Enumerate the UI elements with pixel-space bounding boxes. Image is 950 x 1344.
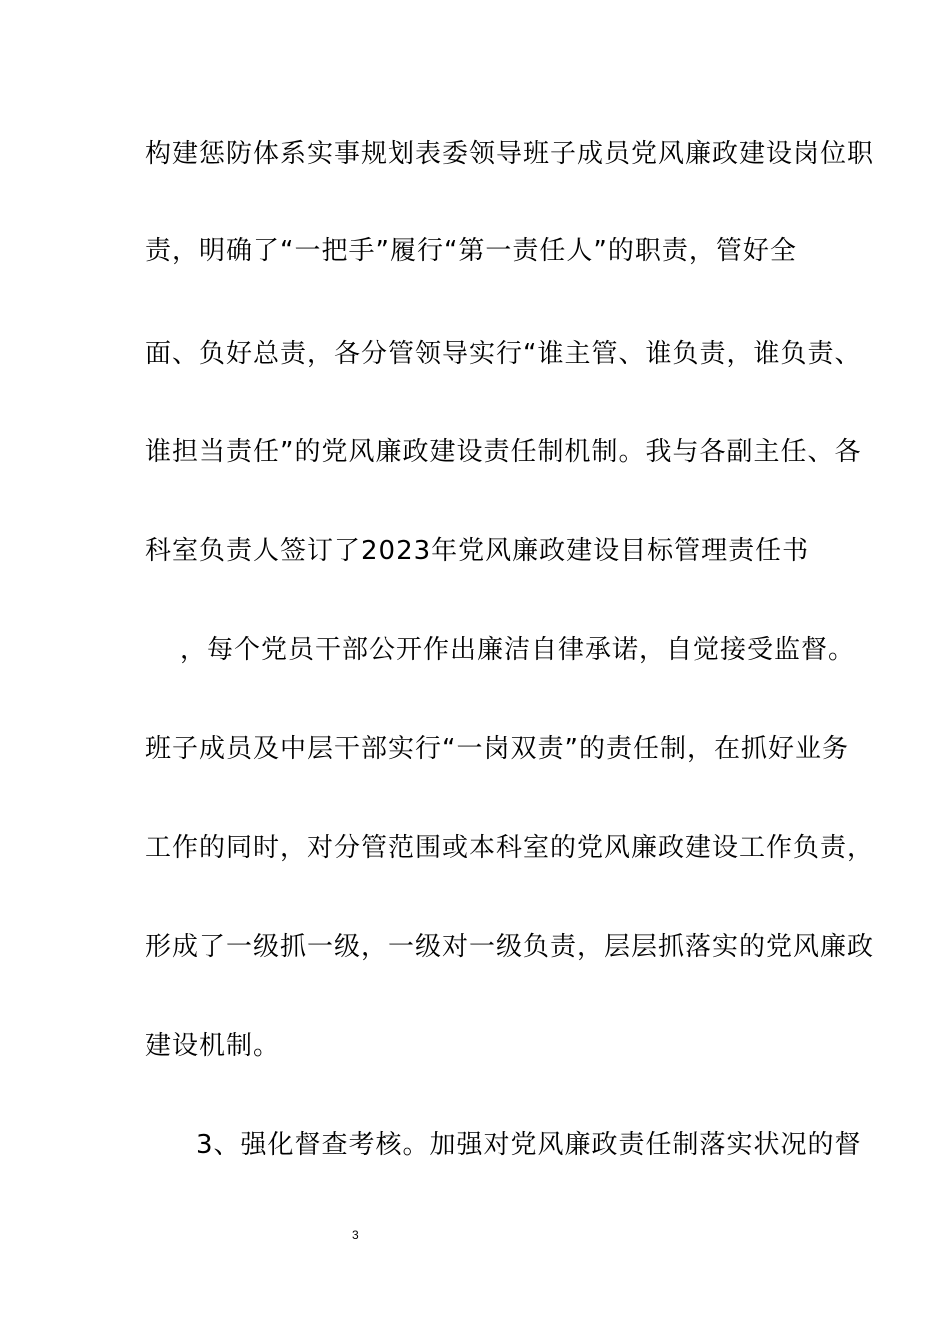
- text-line: 3、强化督查考核。加强对党风廉政责任制落实状况的督: [196, 1130, 862, 1160]
- text-line: 科室负责人签订了2023年党风廉政建设目标管理责任书: [145, 536, 810, 566]
- text-line: 责，明确了“一把手”履行“第一责任人”的职责，管好全: [145, 236, 797, 266]
- text-line: ，每个党员干部公开作出廉洁自律承诺，自觉接受监督。: [180, 635, 856, 665]
- text-line: 构建惩防体系实事规划表委领导班子成员党风廉政建设岗位职: [145, 139, 875, 169]
- text-line: 建设机制。: [145, 1031, 281, 1061]
- text-line: 班子成员及中层干部实行“一岗双责”的责任制，在抓好业务: [145, 734, 849, 764]
- text-line: 形成了一级抓一级，一级对一级负责，层层抓落实的党风廉政: [145, 932, 875, 962]
- text-line: 面、负好总责，各分管领导实行“谁主管、谁负责，谁负责、: [145, 339, 862, 369]
- page-number: 3: [352, 1228, 359, 1242]
- text-line: 工作的同时，对分管范围或本科室的党风廉政建设工作负责，: [145, 833, 875, 863]
- text-line: 谁担当责任”的党风廉政建设责任制机制。我与各副主任、各: [145, 437, 862, 467]
